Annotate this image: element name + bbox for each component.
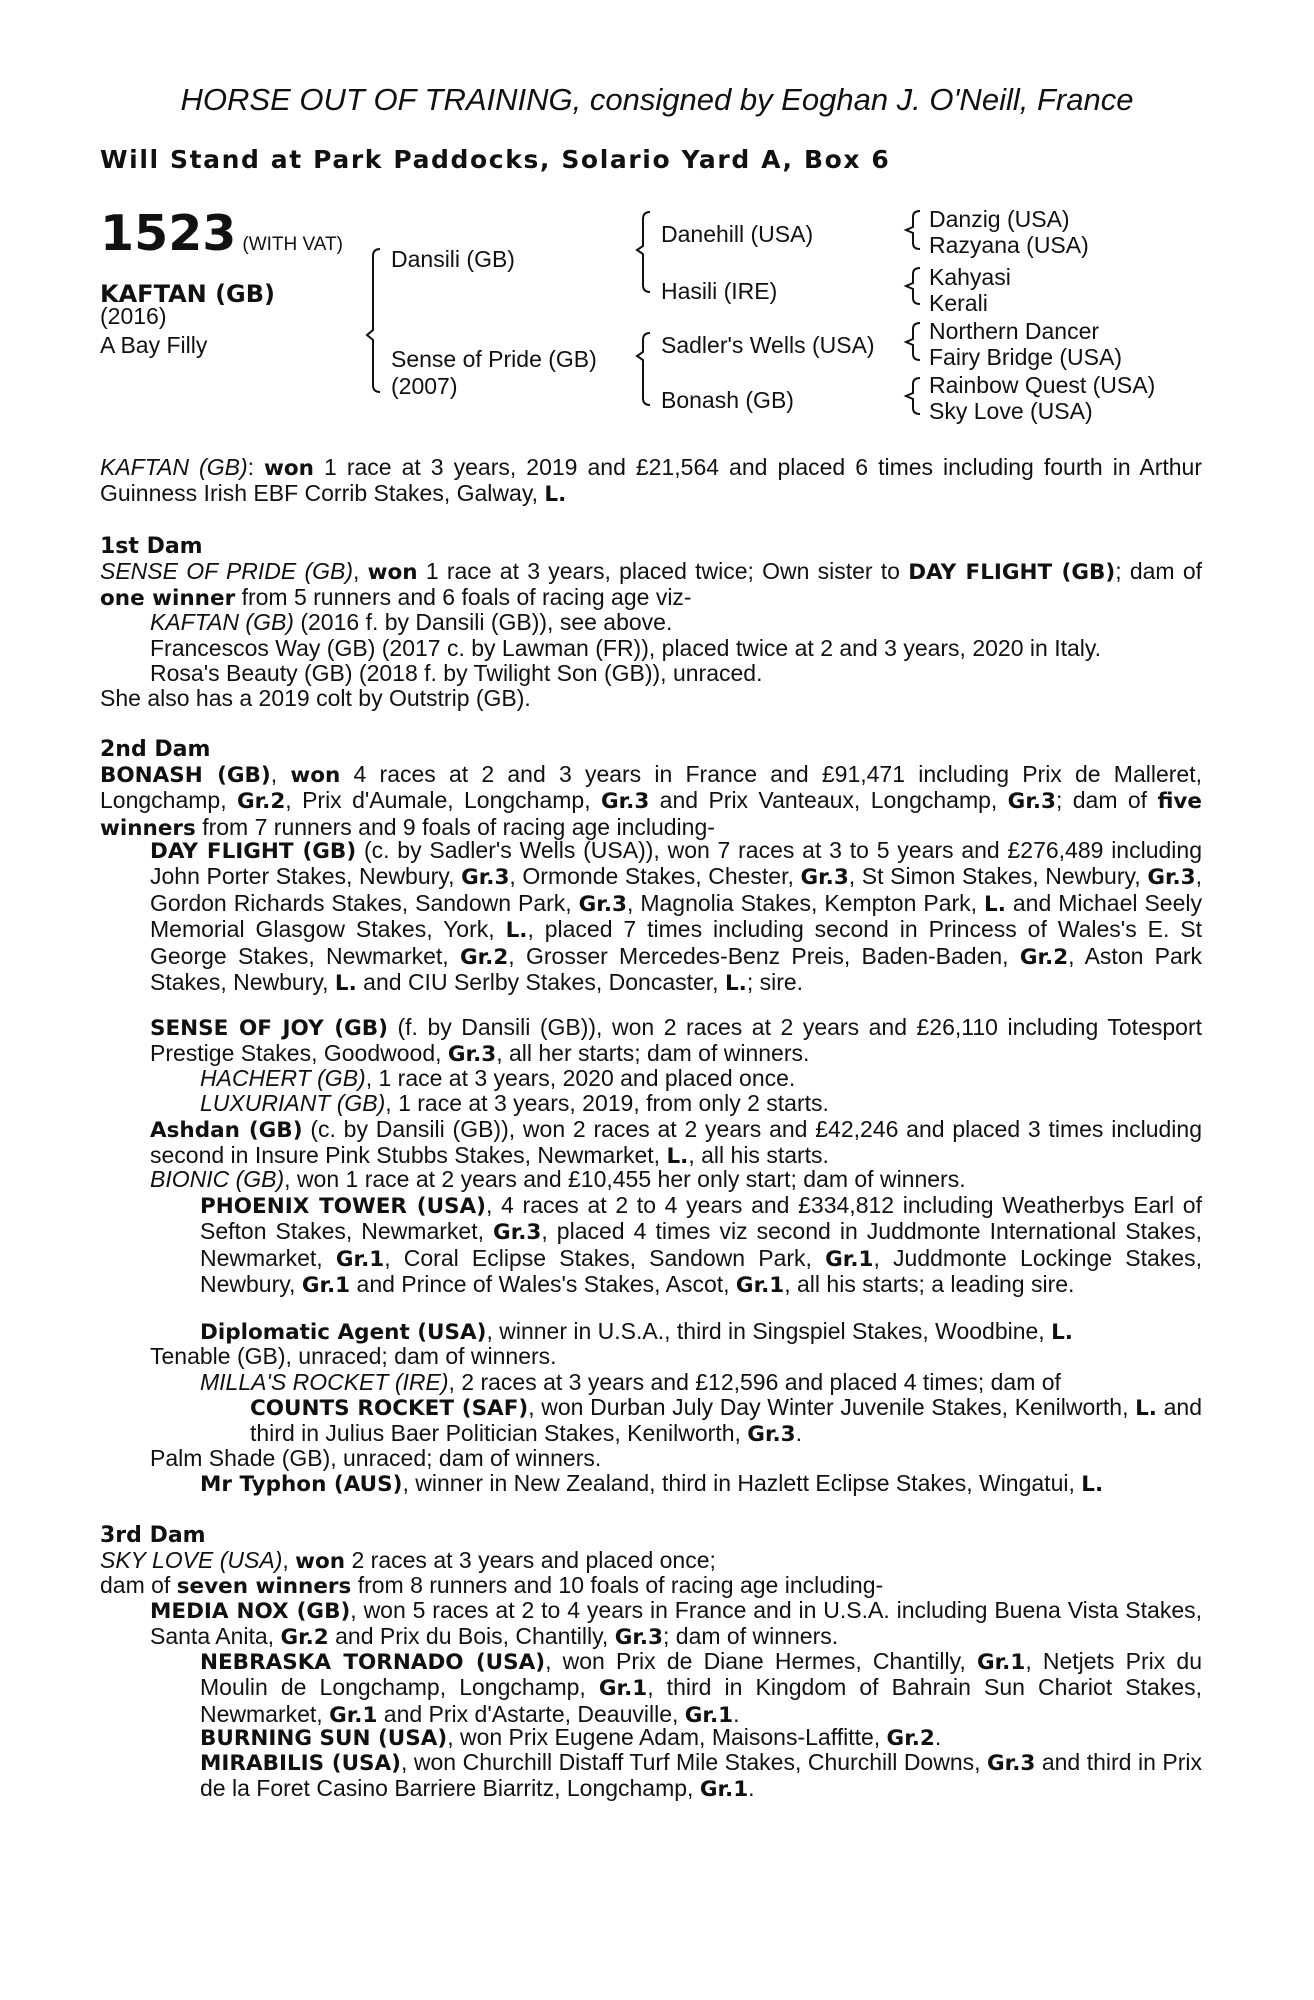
first-dam-entry: SENSE OF PRIDE (GB), won 1 race at 3 years, placed twice; Own sister to DAY FLIGHT (GB); dam of one winner from 5 runners and 6 foals of racing age viz-: [100, 558, 1202, 612]
burning-sun-entry: BURNING SUN (USA), won Prix Eugene Adam, Maisons-Laffitte, Gr.2.: [200, 1724, 942, 1751]
grade-label: Gr.2: [886, 1726, 935, 1751]
palm-shade-entry: Palm Shade (GB), unraced; dam of winners.: [150, 1445, 602, 1471]
first-dam-name: SENSE OF PRIDE (GB): [100, 558, 354, 584]
pedigree-sire: Dansili (GB): [391, 246, 515, 272]
hachert-entry: [200, 1066, 1202, 1091]
listed-label: L.: [1051, 1320, 1073, 1345]
pedigree-g3-4: Kerali: [929, 290, 988, 316]
entry-text: , 1 race at 3 years, 2020 and placed once.: [365, 1065, 796, 1091]
summary-won: won: [264, 456, 314, 481]
stand-location: Will Stand at Park Paddocks, Solario Yard A, Box 6: [100, 145, 891, 174]
grade-label: Gr.3: [447, 1042, 497, 1068]
entry-text: , Magnolia Stakes, Kempton Park,: [626, 889, 985, 916]
entry-text: , Coral Eclipse Stakes, Sandown Park,: [384, 1244, 826, 1271]
summary-text: 1 race at 3 years, 2019 and £21,564 and placed 6 times including fourth in Arthur Guinness Irish EBF Corrib Stakes, Galway,: [100, 454, 1202, 507]
pedigree-dam-dam: Bonash (GB): [661, 387, 794, 413]
offspring-text: (2016 f. by Dansili (GB)), see above.: [293, 609, 673, 635]
phoenix-tower-name: PHOENIX TOWER (USA): [200, 1194, 486, 1219]
grade-label: Gr.3: [987, 1751, 1036, 1776]
second-dam-text: and Prix Vanteaux, Longchamp,: [649, 787, 1008, 814]
diplomatic-agent-entry: [200, 1319, 1202, 1345]
day-flight-entry: [150, 838, 1202, 996]
nebraska-tornado-entry: NEBRASKA TORNADO (USA), won Prix de Diane Hermes, Chantilly, Gr.1, Netjets Prix du Moulin de Longchamp, Longchamp, Gr.1, third in Kingdom of Bahrain Sun Chariot Stakes, Newmarket, Gr.1 and Prix d'Astarte, Deauville, Gr.1.: [200, 1648, 1203, 1728]
grade-label: Gr.2: [280, 1625, 329, 1651]
pedigree-sire-sire: Danehill (USA): [661, 221, 814, 247]
grade-label: Gr.1: [329, 1702, 378, 1728]
third-dam-text: 2 races at 3 years and placed once;: [345, 1547, 716, 1573]
counts-rocket-entry: COUNTS ROCKET (SAF), won Durban July Day Winter Juvenile Stakes, Kenilworth, L. and third in Julius Baer Politician Stakes, Kenilworth, Gr.3.: [250, 1394, 1202, 1448]
entry-text: , placed 4 times viz second in Juddmonte International Stakes, Newmarket,: [200, 1218, 1202, 1271]
grade-label: Gr.2: [459, 944, 509, 970]
entry-text: , winner in U.S.A., third in Singspiel Stakes, Woodbine,: [486, 1318, 1052, 1344]
lot-number: 1523: [100, 205, 237, 262]
mirabilis-entry: MIRABILIS (USA), won Churchill Distaff Turf Mile Stakes, Churchill Downs, Gr.3 and third in Prix de la Foret Casino Barriere Biarritz, Longchamp, Gr.1.: [200, 1749, 1202, 1803]
millas-rocket-name: MILLA'S ROCKET (IRE): [200, 1369, 449, 1395]
pedigree-g3-6: Fairy Bridge (USA): [929, 344, 1122, 370]
third-dam-heading: 3rd Dam: [100, 1523, 206, 1548]
phoenix-tower-entry: [200, 1193, 1202, 1299]
entry-text: , 2 races at 3 years and £12,596 and placed 4 times; dam of: [448, 1369, 1061, 1395]
second-dam-entry: BONASH (GB), won 4 races at 2 and 3 years in France and £91,471 including Prix de Malleret, Longchamp, Gr.2, Prix d'Aumale, Longchamp, Gr.3 and Prix Vanteaux, Longchamp, Gr.3; dam of five winners from 7 runners and 9 foals of racing age including-: [100, 761, 1202, 841]
vat-note: (WITH VAT): [242, 234, 343, 255]
horse-name: KAFTAN (GB): [100, 280, 276, 308]
sense-of-joy-entry: [150, 1015, 1202, 1068]
entry-text: ; sire.: [746, 969, 804, 996]
listed-label: L.: [984, 891, 1006, 917]
mr-typhon-name: Mr Typhon (AUS): [200, 1472, 403, 1497]
second-dam-text: ; dam of: [1055, 787, 1158, 814]
grade-label: Gr.2: [236, 789, 286, 815]
third-dam-name: SKY LOVE (USA): [100, 1547, 283, 1573]
first-dam-text: 1 race at 3 years, placed twice; Own sister to: [417, 558, 909, 584]
grade-label: Gr.3: [461, 865, 510, 891]
pedigree-g3-5: Northern Dancer: [929, 318, 1100, 344]
pedigree-g3-3: Kahyasi: [929, 264, 1011, 290]
entry-text: , all her starts; dam of winners.: [496, 1040, 810, 1067]
grade-label: Gr.1: [735, 1273, 785, 1299]
nebraska-tornado-name: NEBRASKA TORNADO (USA): [200, 1650, 546, 1675]
entry-text: , won Prix de Diane Hermes, Chantilly,: [545, 1648, 977, 1674]
entry-text: , won Churchill Distaff Turf Mile Stakes, Churchill Downs,: [401, 1749, 988, 1775]
foaling-year: (2016): [100, 303, 167, 329]
grade-label: Gr.3: [600, 789, 650, 815]
listed-label: L.: [724, 971, 747, 997]
grade-label: Gr.1: [699, 1777, 749, 1803]
entry-text: , placed 7 times including second in Princess of Wales's E. St George Stakes, Newmarket,: [150, 916, 1202, 969]
pedigree-dam: Sense of Pride (GB): [391, 346, 597, 372]
entry-text: , third in Kingdom of Bahrain Sun Chariot Stakes, Newmarket,: [200, 1674, 1202, 1727]
first-dam-offspring: Rosa's Beauty (GB) (2018 f. by Twilight Son (GB)), unraced.: [150, 660, 763, 686]
mr-typhon-entry: [200, 1471, 1202, 1497]
pedigree-g3-8: Sky Love (USA): [929, 398, 1093, 424]
entry-text: (c. by Dansili (GB)), won 2 races at 2 years and £42,246 and placed 3 times including second in Insure Pink Stubbs Stakes, Newmarket,: [150, 1116, 1203, 1169]
entry-text: , St Simon Stakes, Newbury,: [848, 863, 1148, 890]
listed-label: L.: [1135, 1396, 1157, 1421]
summary-listed: L.: [544, 482, 567, 508]
entry-text: , Ormonde Stakes, Chester,: [509, 863, 801, 890]
third-dam-entry: SKY LOVE (USA), won 2 races at 3 years and placed once;: [100, 1547, 716, 1574]
media-nox-name: MEDIA NOX (GB): [150, 1599, 351, 1624]
entry-text: , won Durban July Day Winter Juvenile Stakes, Kenilworth,: [528, 1394, 1136, 1420]
sense-of-joy-name: SENSE OF JOY (GB): [150, 1016, 388, 1041]
entry-text: , Netjets Prix du Moulin de Longchamp, Longchamp,: [200, 1648, 1203, 1701]
pedigree-g3-7: Rainbow Quest (USA): [929, 372, 1156, 398]
entry-text: , Juddmonte Lockinge Stakes, Newbury,: [200, 1244, 1202, 1298]
millas-rocket-entry: [200, 1370, 1202, 1395]
pedigree-dam-year: (2007): [391, 373, 458, 399]
entry-text: , all his starts.: [688, 1142, 829, 1169]
day-flight-name: DAY FLIGHT (GB): [150, 839, 357, 864]
hachert-name: HACHERT (GB): [200, 1065, 366, 1091]
grade-label: Gr.1: [684, 1702, 734, 1728]
ashdan-entry: [150, 1117, 1202, 1170]
first-dam-note: She also has a 2019 colt by Outstrip (GB).: [100, 685, 531, 711]
ashdan-name: Ashdan (GB): [150, 1118, 303, 1143]
first-dam-won: won: [367, 560, 418, 585]
grade-label: Gr.3: [1007, 789, 1056, 815]
tenable-entry: Tenable (GB), unraced; dam of winners.: [150, 1343, 557, 1369]
grade-label: Gr.1: [301, 1273, 351, 1299]
entry-text: , won Prix Eugene Adam, Maisons-Laffitte,: [447, 1724, 887, 1750]
consignment-line: HORSE OUT OF TRAINING, consigned by Eoghan J. O'Neill, France: [180, 82, 1134, 117]
grade-label: Gr.3: [800, 865, 849, 891]
first-dam-offspring: Francescos Way (GB) (2017 c. by Lawman (FR)), placed twice at 2 and 3 years, 2020 in Italy.: [150, 635, 1102, 661]
third-dam-produce: [100, 1573, 1202, 1599]
first-dam-text: from 5 runners and 6 foals of racing age viz-: [235, 584, 692, 611]
first-dam-heading: 1st Dam: [100, 534, 203, 559]
entry-text: , Grosser Mercedes-Benz Preis, Baden-Baden,: [508, 942, 1020, 969]
entry-text: , all his starts; a leading sire.: [784, 1271, 1075, 1298]
entry-text: and CIU Serlby Stakes, Doncaster,: [356, 969, 725, 996]
pedigree-sire-dam: Hasili (IRE): [661, 278, 778, 304]
entry-text: and Michael Seely Memorial Glasgow Stakes, York,: [150, 889, 1202, 943]
grade-label: Gr.3: [1147, 865, 1196, 891]
entry-text: and third in Julius Baer Politician Stakes, Kenilworth,: [250, 1394, 1202, 1447]
entry-text: , Gordon Richards Stakes, Sandown Park,: [150, 863, 1203, 916]
grade-label: Gr.1: [825, 1246, 874, 1272]
pedigree-g3-2: Razyana (USA): [929, 232, 1089, 258]
third-dam-text: dam of: [100, 1572, 177, 1598]
entry-text: , winner in New Zealand, third in Hazlett Eclipse Stakes, Wingatui,: [402, 1470, 1082, 1496]
entry-text: and Prix d'Astarte, Deauville,: [377, 1700, 685, 1727]
entry-text: , won 1 race at 2 years and £10,455 her only start; dam of winners.: [284, 1166, 966, 1192]
listed-label: L.: [334, 971, 357, 997]
listed-label: L.: [666, 1144, 689, 1170]
entry-text: , 4 races at 2 to 4 years and £334,812 including Weatherbys Earl of Sefton Stakes, Newmarket,: [200, 1192, 1202, 1245]
counts-rocket-name: COUNTS ROCKET (SAF): [250, 1396, 529, 1421]
listed-label: L.: [1081, 1472, 1104, 1497]
grade-label: Gr.3: [747, 1422, 796, 1448]
grade-label: Gr.3: [493, 1220, 542, 1246]
second-dam-text: 4 races at 2 and 3 years in France and £91,471 including Prix de Malleret, Longchamp,: [100, 761, 1202, 814]
entry-text: ; dam of winners.: [663, 1623, 839, 1650]
second-dam-winners: five winners: [100, 789, 1202, 841]
entry-text: and third in Prix de la Foret Casino Barriere Biarritz, Longchamp,: [200, 1749, 1202, 1802]
grade-label: Gr.2: [1019, 944, 1069, 970]
entry-text: (f. by Dansili (GB)), won 2 races at 2 years and £26,110 including Totesport Prestige Stakes, Goodwood,: [150, 1014, 1202, 1067]
summary-horse-name: KAFTAN (GB): [100, 454, 248, 480]
entry-text: , won 5 races at 2 to 4 years in France and in U.S.A. including Buena Vista Stakes, Santa Anita,: [150, 1597, 1203, 1650]
offspring-name: KAFTAN (GB): [150, 609, 294, 635]
pedigree-dam-sire: Sadler's Wells (USA): [661, 332, 875, 358]
entry-text: (c. by Sadler's Wells (USA)), won 7 races at 3 to 5 years and £276,489 including John Porter Stakes, Newbury,: [150, 837, 1202, 890]
first-dam-sister: DAY FLIGHT (GB): [908, 560, 1116, 585]
grade-label: Gr.3: [614, 1625, 663, 1651]
pedigree-g3-1: Danzig (USA): [929, 206, 1070, 232]
second-dam-name: BONASH (GB): [100, 763, 271, 788]
first-dam-text: ; dam of: [1115, 558, 1202, 584]
diplomatic-agent-name: Diplomatic Agent (USA): [200, 1320, 487, 1345]
media-nox-entry: [150, 1598, 1202, 1651]
horse-description: A Bay Filly: [100, 332, 208, 358]
bionic-name: BIONIC (GB): [150, 1166, 285, 1192]
second-dam-heading: 2nd Dam: [100, 737, 211, 762]
entry-text: , 1 race at 3 years, 2019, from only 2 starts.: [385, 1090, 829, 1116]
third-dam-winners: seven winners: [176, 1574, 352, 1599]
mirabilis-name: MIRABILIS (USA): [200, 1751, 401, 1776]
grade-label: Gr.1: [335, 1246, 385, 1272]
burning-sun-name: BURNING SUN (USA): [200, 1726, 448, 1751]
second-dam-text: , Prix d'Aumale, Longchamp,: [285, 787, 601, 814]
luxuriant-entry: [200, 1091, 1202, 1116]
bionic-entry: [150, 1167, 1202, 1192]
second-dam-won: won: [290, 763, 341, 788]
grade-label: Gr.3: [578, 891, 627, 917]
listed-label: L.: [505, 918, 528, 944]
first-dam-offspring: [150, 610, 1202, 635]
grade-label: Gr.1: [598, 1676, 648, 1702]
lot-number-block: [100, 205, 343, 262]
entry-text: and Prix du Bois, Chantilly,: [328, 1623, 615, 1650]
race-record-summary: KAFTAN (GB): won 1 race at 3 years, 2019 and £21,564 and placed 6 times including fourth in Arthur Guinness Irish EBF Corrib Stakes, Galway, L.: [100, 454, 1202, 508]
third-dam-text: from 8 runners and 10 foals of racing age including-: [351, 1572, 884, 1598]
entry-text: and Prince of Wales's Stakes, Ascot,: [350, 1271, 736, 1298]
first-dam-winners: one winner: [100, 586, 236, 612]
luxuriant-name: LUXURIANT (GB): [200, 1090, 386, 1116]
grade-label: Gr.1: [977, 1650, 1026, 1675]
second-dam-text: from 7 runners and 9 foals of racing age including-: [195, 813, 715, 840]
third-dam-won: won: [295, 1549, 346, 1574]
entry-text: , Aston Park Stakes, Newbury,: [150, 942, 1202, 996]
